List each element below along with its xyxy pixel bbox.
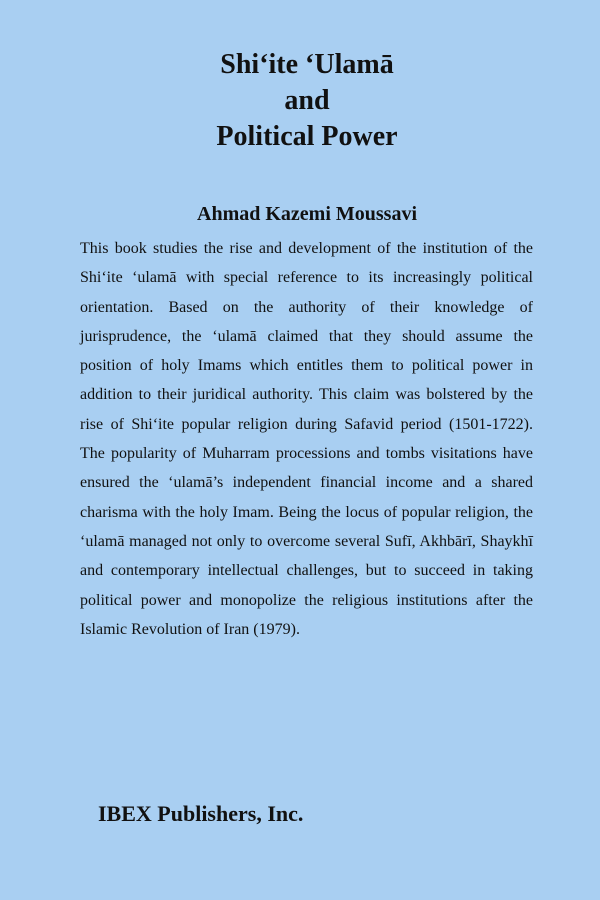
title-line-1: Shi‘ite ‘Ulamā (220, 49, 394, 80)
description-text: This book studies the rise and development of the institution of the Shi‘ite ‘ulamā with special reference to its increasingly political orientation. Based on the authority of their knowledge of jurisprudence, the ‘ulamā claimed that they should assume the position of holy Imams which entitles them to political power in addition to their juridical authority. This claim was bolstered by the rise of Shi‘ite popular religion during Safavid period (1501-1722). The popularity of Muharram processions and tombs visitations have ensured the ‘ulamā’s independent financial income and a shared charisma with the holy Imam. Being the locus of popular religion, the ‘ulamā managed not only to overcome several Sufī, Akhbārī, Shaykhī and contemporary intellectual challenges, but to succeed in taking political power and monopolize the religious institutions after the Islamic Revolution of Iran (1979). (80, 240, 533, 638)
title-line-3: Political Power (216, 121, 398, 152)
author-name: Ahmad Kazemi Moussavi (197, 203, 417, 225)
publisher-name: IBEX Publishers, Inc. (98, 801, 304, 826)
title-line-2: and (284, 85, 330, 116)
book-title (0, 47, 600, 155)
book-description (80, 234, 533, 644)
